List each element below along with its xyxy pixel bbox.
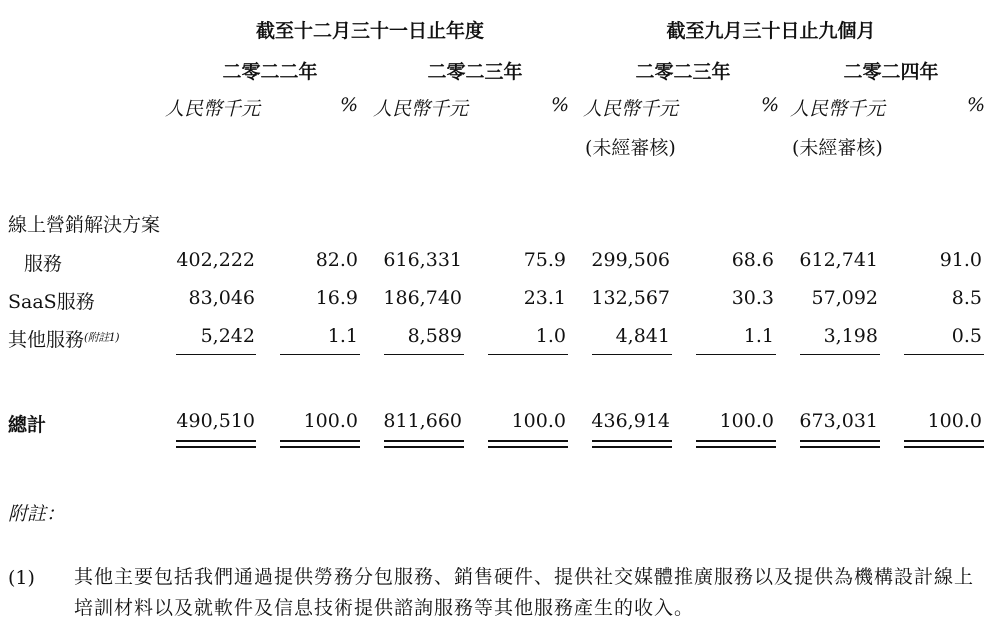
total-double-rule-4 [488,440,568,448]
cell-saas-2023nm-percent: 30.3 [731,287,774,309]
total-double-rule-3 [384,440,464,448]
cell-total-2023nm-amount: 436,914 [591,410,670,432]
cell-other-2023nm-percent: 1.1 [743,325,774,347]
cell-services-2022-percent: 82.0 [315,249,358,271]
cell-total-2024nm-percent: 100.0 [927,410,982,432]
cell-other-2024nm-amount: 3,198 [823,325,878,347]
row-label-services: 服務 [24,253,63,275]
cell-saas-2022-amount: 83,046 [188,287,255,309]
cell-total-2022-amount: 490,510 [176,410,255,432]
footnote-ref-1[interactable]: (附註1) [84,331,120,344]
total-double-rule-6 [696,440,776,448]
row-label-saas: SaaS服務 [8,291,95,313]
cell-total-2023-percent: 100.0 [511,410,566,432]
subtotal-rule-2 [280,354,360,355]
total-double-rule-2 [280,440,360,448]
cell-total-2023-amount: 811,660 [383,410,462,432]
unit-percent-2023-nine-months: % [761,94,780,116]
cell-total-2024nm-amount: 673,031 [799,410,878,432]
header-group-nine-months: 截至九月三十日止九個月 [666,20,876,42]
total-double-rule-1 [176,440,256,448]
total-double-rule-5 [592,440,672,448]
header-year-2023-nine-months: 二零二三年 [635,61,731,83]
unit-percent-2024-nine-months: % [967,94,986,116]
unit-percent-2022: % [340,94,359,116]
note-text-1: 其他主要包括我們通過提供勞務分包服務、銷售硬件、提供社交媒體推廣服務以及提供為機構設計線上培訓材料以及就軟件及信息技術提供諮詢服務等其他服務產生的收入。 [74,566,975,619]
note-marker-1: (1) [8,567,35,589]
unaudited-label-2023: (未經審核) [585,137,676,159]
cell-services-2023-amount: 616,331 [383,249,462,271]
cell-services-2022-amount: 402,222 [176,249,255,271]
total-double-rule-8 [904,440,984,448]
unit-percent-2023: % [551,94,570,116]
cell-saas-2023-percent: 23.1 [523,287,566,309]
unit-currency-2024-nine-months: 人民幣千元 [790,98,886,120]
subtotal-rule-5 [592,354,672,355]
notes-title: 附註： [8,503,66,525]
header-year-2024-nine-months: 二零二四年 [843,61,939,83]
cell-total-2022-percent: 100.0 [303,410,358,432]
cell-other-2023-amount: 8,589 [407,325,462,347]
cell-services-2024nm-amount: 612,741 [799,249,878,271]
cell-services-2024nm-percent: 91.0 [939,249,982,271]
row-label-other-services [8,325,119,352]
subtotal-rule-1 [176,354,256,355]
unit-currency-2022: 人民幣千元 [165,98,261,120]
cell-saas-2024nm-amount: 57,092 [811,287,878,309]
header-group-year-ended: 截至十二月三十一日止年度 [255,20,484,42]
cell-services-2023nm-percent: 68.6 [731,249,774,271]
subtotal-rule-4 [488,354,568,355]
unit-currency-2023-nine-months: 人民幣千元 [583,98,679,120]
subtotal-rule-7 [800,354,880,355]
cell-other-2023-percent: 1.0 [535,325,566,347]
header-year-2022: 二零二二年 [222,61,318,83]
subtotal-rule-3 [384,354,464,355]
cell-other-2024nm-percent: 0.5 [951,325,982,347]
cell-saas-2024nm-percent: 8.5 [951,287,982,309]
cell-total-2023nm-percent: 100.0 [719,410,774,432]
row-label-other-services-text: 其他服務 [8,329,85,351]
total-double-rule-7 [800,440,880,448]
row-label-total: 總計 [8,414,47,436]
cell-other-2023nm-amount: 4,841 [615,325,670,347]
subtotal-rule-6 [696,354,776,355]
cell-saas-2023nm-amount: 132,567 [591,287,670,309]
row-label-online-marketing: 線上營銷解決方案 [8,214,161,236]
unaudited-label-2024: (未經審核) [792,137,883,159]
cell-services-2023-percent: 75.9 [523,249,566,271]
header-year-2023: 二零二三年 [427,61,523,83]
unit-currency-2023: 人民幣千元 [373,98,469,120]
cell-other-2022-amount: 5,242 [200,325,255,347]
subtotal-rule-8 [904,354,984,355]
cell-other-2022-percent: 1.1 [327,325,358,347]
cell-saas-2022-percent: 16.9 [315,287,358,309]
cell-services-2023nm-amount: 299,506 [591,249,670,271]
cell-saas-2023-amount: 186,740 [383,287,462,309]
